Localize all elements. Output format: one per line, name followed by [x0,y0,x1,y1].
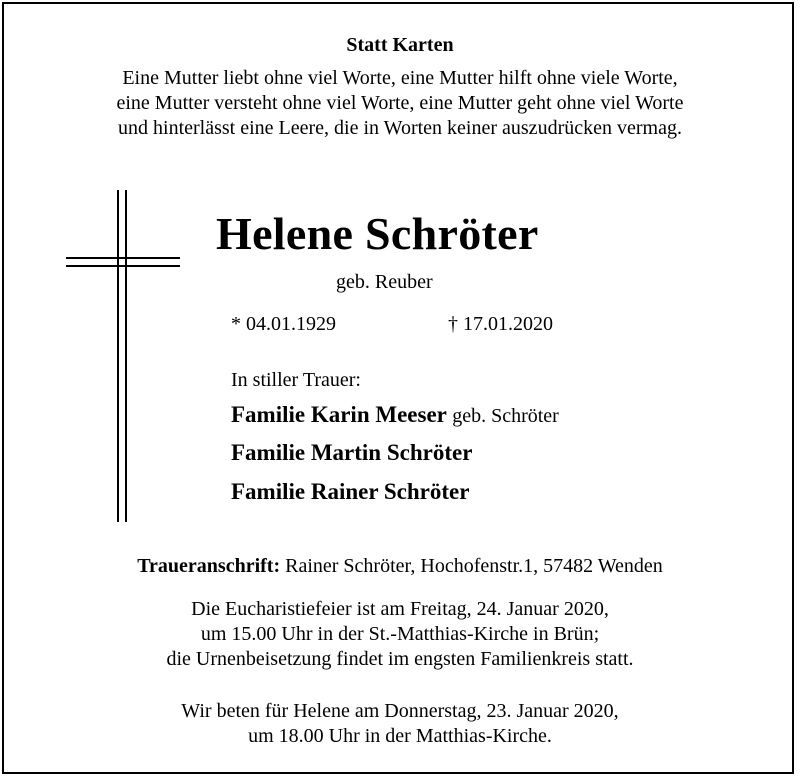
mourner-family-name: Familie Rainer Schröter [231,479,470,504]
poem-line: und hinterlässt eine Leere, die in Worten keiner auszudrücken vermag. [118,117,682,139]
mourner-family-name: Familie Martin Schröter [231,440,473,465]
maiden-name: geb. Reuber [336,271,433,293]
mourning-intro: In stiller Trauer: [231,369,361,391]
death-date: † 17.01.2020 [448,313,553,335]
prayer-line: Wir beten für Helene am Donnerstag, 23. Januar 2020, [181,700,619,722]
mourner-family [231,479,469,505]
cross-vertical-line [117,190,119,522]
cross-horizontal-line [66,265,180,267]
service-line: die Urnenbeisetzung findet im engsten Familienkreis statt. [166,648,634,670]
mourner-family [231,402,559,428]
poem-line: eine Mutter versteht ohne viel Worte, eine Mutter geht ohne viel Worte [116,92,684,114]
mourner-family-name: Familie Karin Meeser [231,402,447,427]
mourning-address [0,555,800,578]
mourner-family-suffix: geb. Schröter [452,405,559,427]
deceased-name: Helene Schröter [216,208,539,259]
service-line: um 15.00 Uhr in der St.-Matthias-Kirche in Brün; [200,623,600,645]
poem [0,66,800,141]
cross-icon [66,190,180,522]
service-info [0,597,800,672]
mourner-family [231,440,472,466]
notice-heading: Statt Karten [346,34,454,56]
poem-line: Eine Mutter liebt ohne viel Worte, eine Mutter hilft ohne viele Worte, [122,67,678,89]
cross-horizontal-line [66,257,180,259]
prayer-info [0,699,800,749]
cross-vertical-line [125,190,127,522]
mourning-address-value: Rainer Schröter, Hochofenstr.1, 57482 Wenden [285,555,663,577]
birth-date: * 04.01.1929 [231,313,336,335]
service-line: Die Eucharistiefeier ist am Freitag, 24. Januar 2020, [191,598,609,620]
mourning-address-label: Traueranschrift: [137,555,281,577]
prayer-line: um 18.00 Uhr in der Matthias-Kirche. [248,725,552,747]
